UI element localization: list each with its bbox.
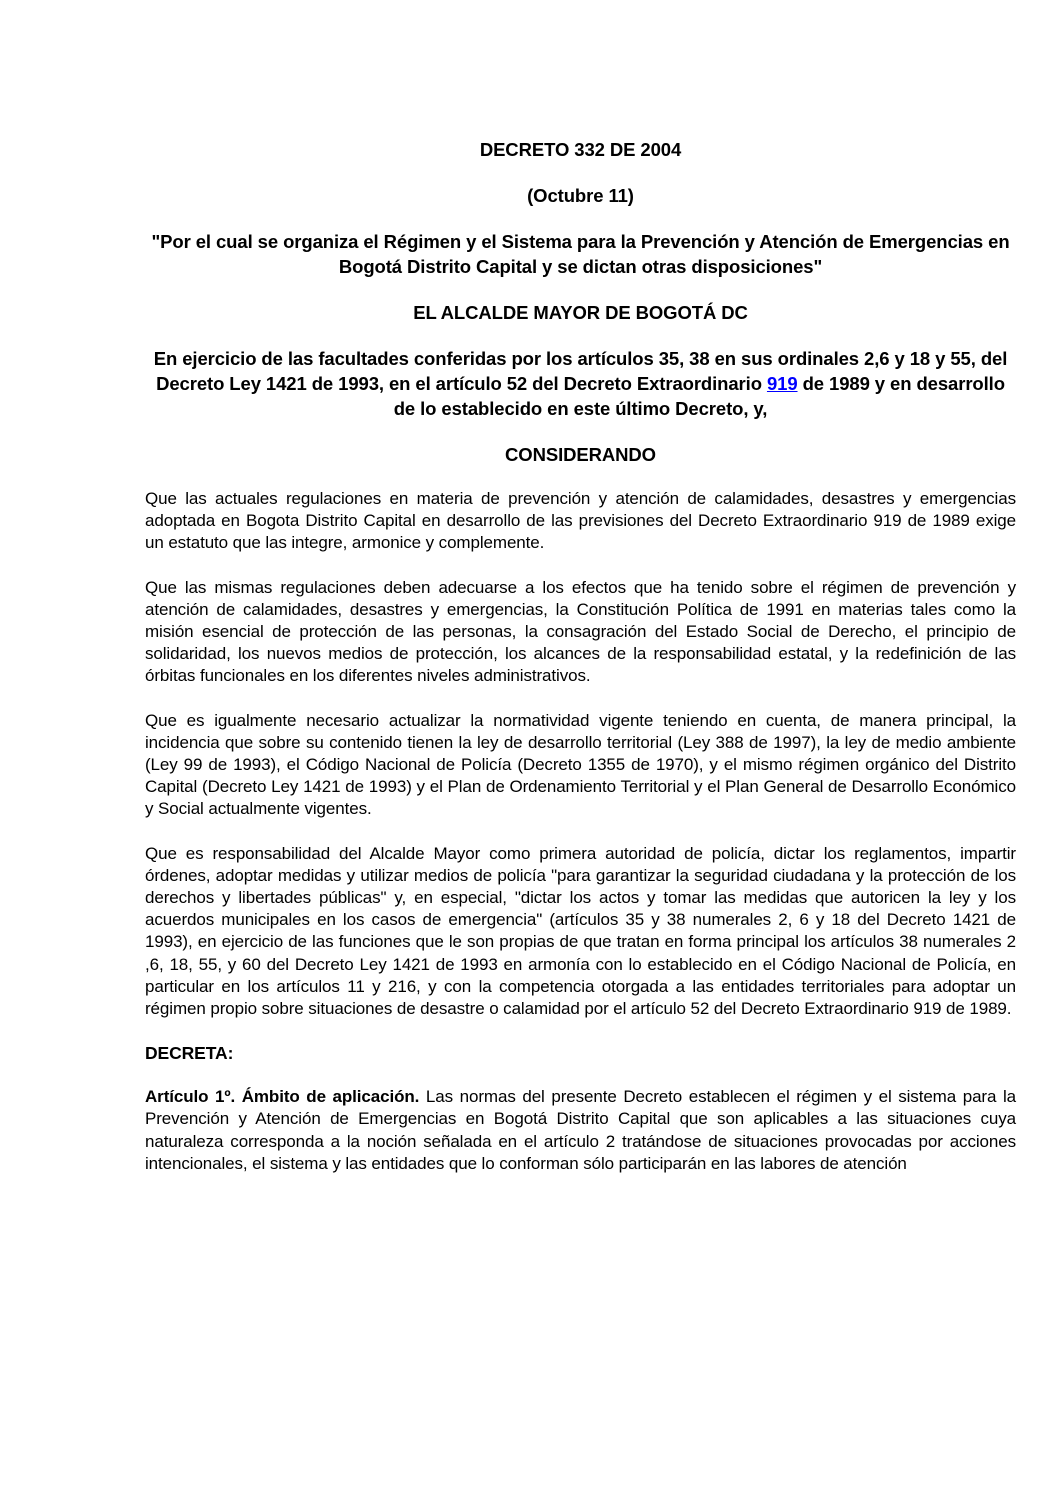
article-1-paragraph xyxy=(145,1086,1016,1175)
considerando-paragraph-2: Que las mismas regulaciones deben adecuarse a los efectos que ha tenido sobre el régimen de prevención y atención de calamidades, desastres y emergencias, la Constitución Política de 1991 en materias tales como la misión esencial de protección de las personas, la consagración del Estado Social de Derecho, el principio de solidaridad, los nuevos medios de protección, los alcances de la responsabilidad estatal, y la redefinición de las órbitas funcionales en los diferentes niveles administrativos. xyxy=(145,577,1016,686)
decreta-heading: DECRETA: xyxy=(145,1043,234,1064)
document-title: DECRETO 332 DE 2004 xyxy=(479,139,682,160)
considerando-paragraph-3: Que es igualmente necesario actualizar la normatividad vigente teniendo en cuenta, de manera principal, la incidencia que sobre su contenido tienen la ley de desarrollo territorial (Ley 388 de 1997), la ley de medio ambiente (Ley 99 de 1993), el Código Nacional de Policía (Decreto 1355 de 1970), y el mismo régimen orgánico del Distrito Capital (Decreto Ley 1421 de 1993) y el Plan de Ordenamiento Territorial y el Plan General de Desarrollo Económico y Social actualmente vigentes. xyxy=(145,710,1016,819)
date-line: (Octubre 11) xyxy=(527,185,634,206)
preamble-text-after: de 1989 y en desarrollo de lo establecido en este último Decreto, y, xyxy=(393,373,1005,419)
considerando-heading: CONSIDERANDO xyxy=(505,444,656,465)
preamble xyxy=(145,346,1016,421)
decree-subject: "Por el cual se organiza el Régimen y el Sistema para la Prevención y Atención de Emergencias en Bogotá Distrito Capital y se dictan otras disposiciones" xyxy=(151,231,1010,277)
considerando-paragraph-4: Que es responsabilidad del Alcalde Mayor como primera autoridad de policía, dictar los reglamentos, impartir órdenes, adoptar medidas y utilizar medios de policía "para garantizar la seguridad ciudadana y la protección de los derechos y libertades públicas" y, en especial, "dictar los actos y tomar las medidas que autoricen la ley y los acuerdos municipales en los casos de emergencia" (artículos 35 y 38 numerales 2, 6 y 18 del Decreto 1421 de 1993), en ejercicio de las funciones que le son propias de que tratan en forma principal los artículos 38 numerales 2 ,6, 18, 55, y 60 del Decreto Ley 1421 de 1993 en armonía con lo establecido en el Código Nacional de Policía, en particular en los artículos 11 y 216, y con la competencia otorgada a las entidades territoriales para adoptar un régimen propio sobre situaciones de desastre o calamidad por el artículo 52 del Decreto Extraordinario 919 de 1989. xyxy=(145,843,1016,1019)
decree-919-link[interactable]: 919 xyxy=(766,373,798,394)
considerando-paragraph-1: Que las actuales regulaciones en materia de prevención y atención de calamidades, desastres y emergencias adoptada en Bogota Distrito Capital en desarrollo de las previsiones del Decreto Extraordinario 919 de 1989 exige un estatuto que las integre, armonice y complemente. xyxy=(145,489,1016,553)
article-1-label: Artículo 1º. Ámbito de aplicación. xyxy=(145,1087,420,1107)
preamble-text-before: En ejercicio de las facultades conferidas por los artículos 35, 38 en sus ordinales 2,6 y 18 y 55, del Decreto Ley 1421 de 1993, en el artículo 52 del Decreto Extraordinario xyxy=(153,348,1008,394)
authority-line: EL ALCALDE MAYOR DE BOGOTÁ DC xyxy=(413,302,748,323)
article-1-body: Las normas del presente Decreto establecen el régimen y el sistema para la Prevención y Atención de Emergencias en Bogotá Distrito Capital que son aplicables a las situaciones cuya naturaleza corresponda a la noción señalada en el artículo 2 tratándose de situaciones provocadas por acciones intencionales, el sistema y las entidades que lo conforman sólo participarán en las labores de atención xyxy=(145,1087,1016,1173)
